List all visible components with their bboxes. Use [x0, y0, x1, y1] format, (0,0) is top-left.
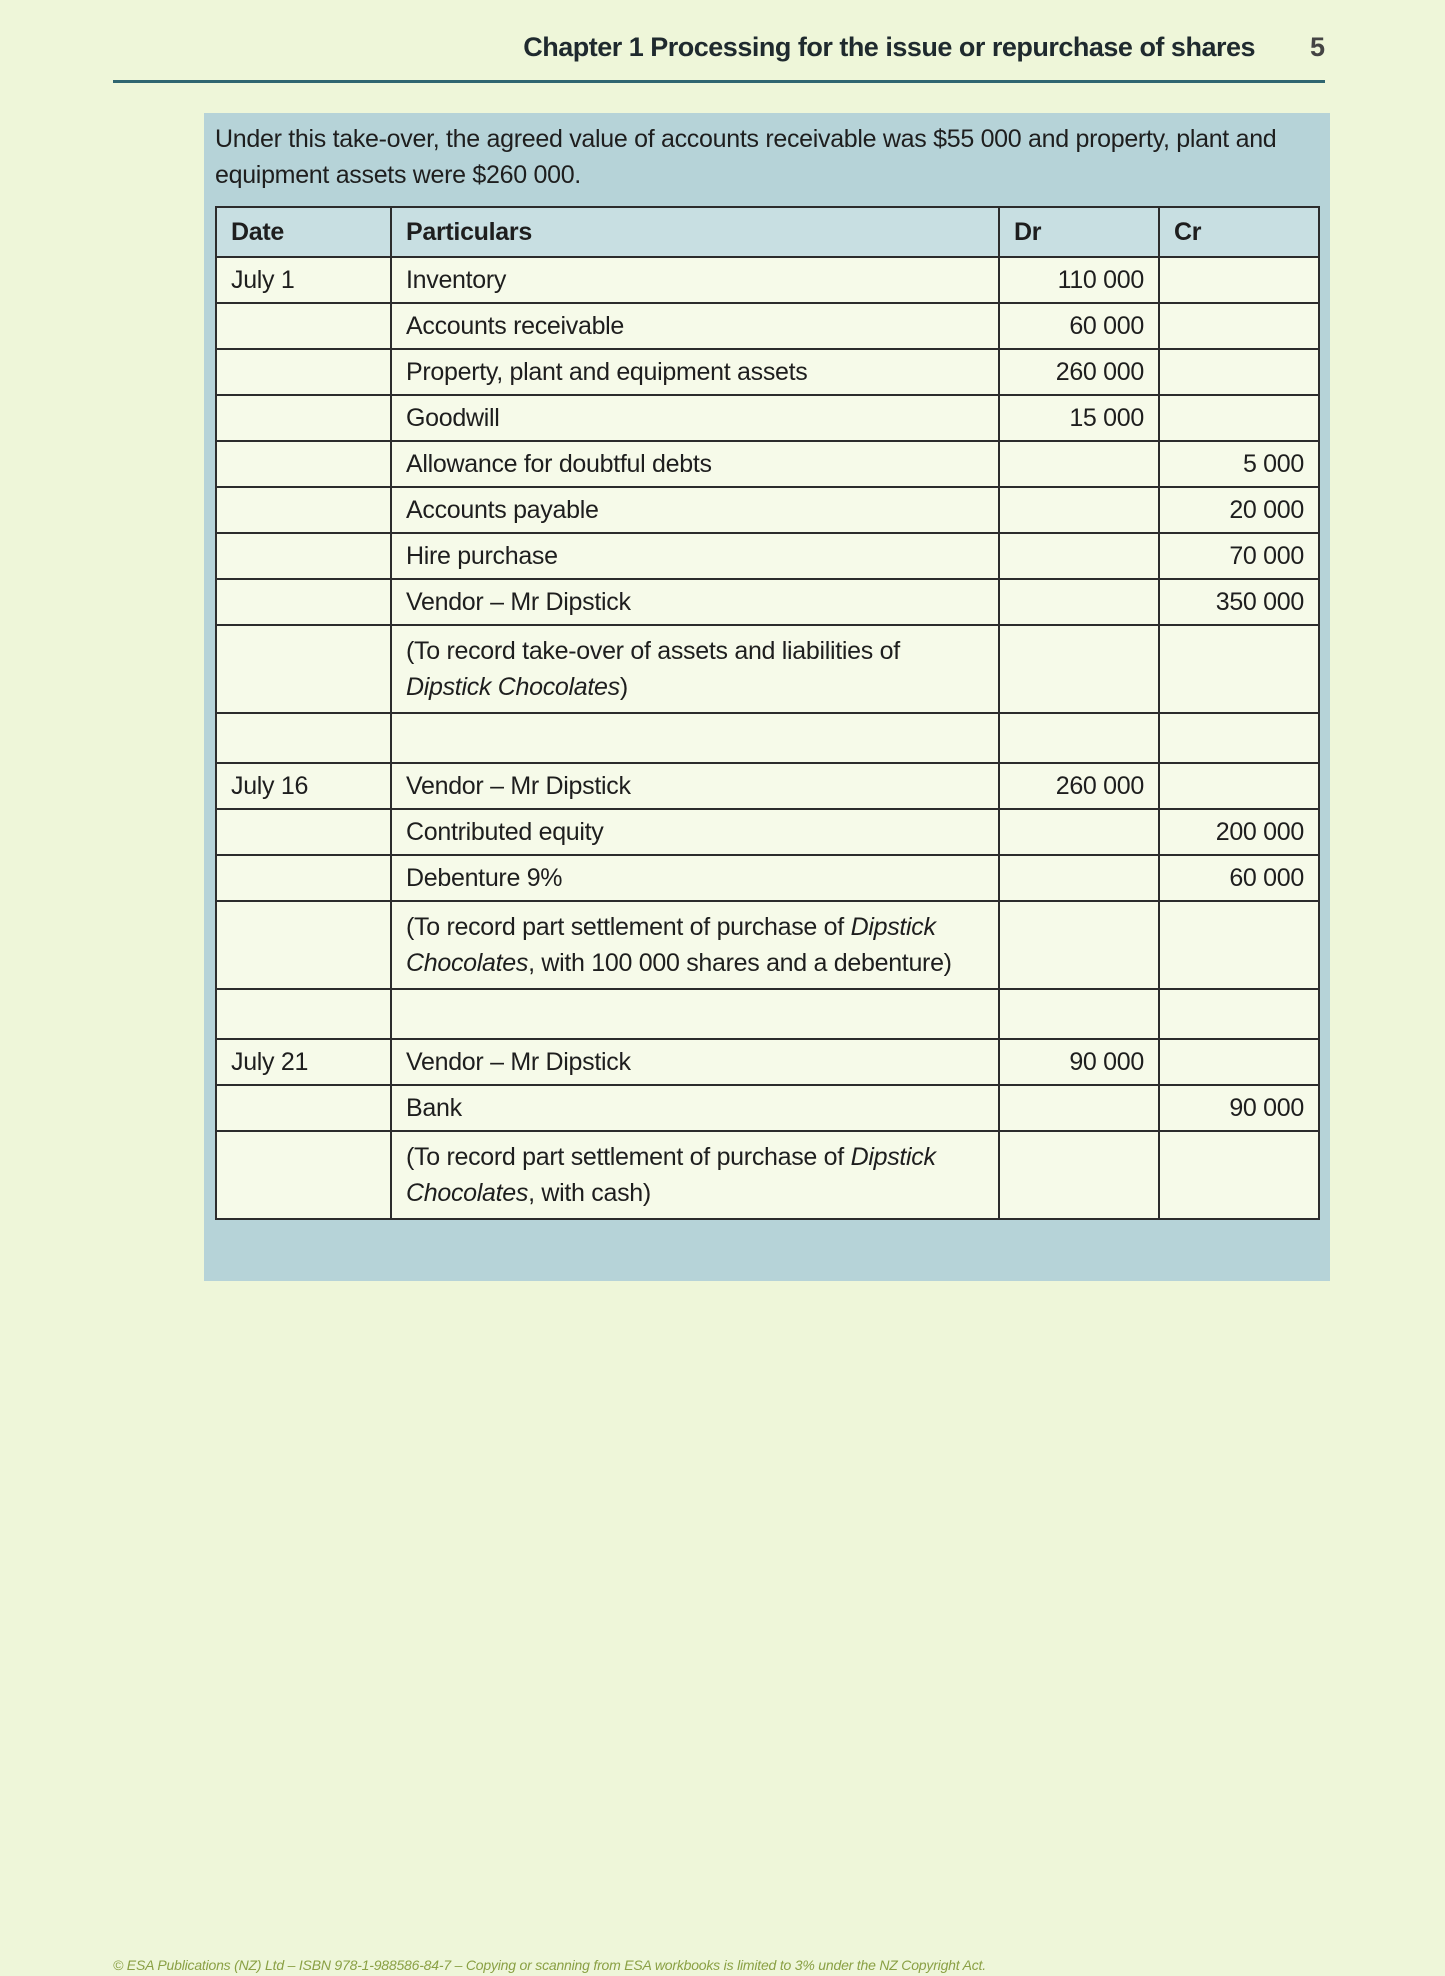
row-particulars: Hire purchase [391, 533, 999, 579]
row-date [216, 625, 391, 713]
narration-suffix: , with cash) [528, 1179, 651, 1207]
table-row [216, 257, 1319, 303]
intro-text: Under this take-over, the agreed value of accounts receivable was $55 000 and property, plant and equipment assets were $260 000. [215, 125, 1277, 189]
table-row-narration [216, 901, 1319, 989]
row-cr [1159, 901, 1319, 989]
row-date [216, 901, 391, 989]
row-date: July 21 [216, 1039, 391, 1085]
row-dr [999, 487, 1159, 533]
table-row [216, 395, 1319, 441]
row-cr [1159, 713, 1319, 763]
row-date [216, 855, 391, 901]
row-date [216, 809, 391, 855]
narration-italic: Dipstick Chocolates [406, 913, 936, 977]
row-cr: 70 000 [1159, 533, 1319, 579]
chapter-title: Chapter 1 Processing for the issue or repurchase of shares [523, 32, 1255, 62]
table-row [216, 1039, 1319, 1085]
narration-text: (To record part settlement of purchase of [406, 913, 851, 941]
narration-text: (To record take-over of assets and liabilities of [406, 637, 900, 665]
row-dr: 260 000 [999, 763, 1159, 809]
row-particulars: Vendor – Mr Dipstick [391, 763, 999, 809]
row-dr [999, 855, 1159, 901]
row-cr [1159, 1039, 1319, 1085]
table-row [216, 809, 1319, 855]
row-dr [999, 1131, 1159, 1219]
row-cr [1159, 625, 1319, 713]
row-dr: 90 000 [999, 1039, 1159, 1085]
row-dr [999, 579, 1159, 625]
row-dr [999, 713, 1159, 763]
row-cr: 200 000 [1159, 809, 1319, 855]
row-particulars: Vendor – Mr Dipstick [391, 579, 999, 625]
row-dr [999, 989, 1159, 1039]
row-date [216, 1085, 391, 1131]
row-particulars: Accounts receivable [391, 303, 999, 349]
row-dr [999, 441, 1159, 487]
row-dr: 260 000 [999, 349, 1159, 395]
table-row-blank [216, 989, 1319, 1039]
narration-suffix: , with 100 000 shares and a debenture) [528, 949, 952, 977]
row-narration [391, 1131, 999, 1219]
row-dr: 60 000 [999, 303, 1159, 349]
row-dr [999, 809, 1159, 855]
row-particulars: Vendor – Mr Dipstick [391, 1039, 999, 1085]
row-date [216, 395, 391, 441]
row-particulars: Contributed equity [391, 809, 999, 855]
row-date [216, 989, 391, 1039]
row-particulars: Property, plant and equipment assets [391, 349, 999, 395]
narration-italic: Dipstick Chocolates [406, 1143, 936, 1207]
row-date [216, 349, 391, 395]
example-panel [204, 113, 1330, 1281]
row-cr [1159, 349, 1319, 395]
row-dr [999, 1085, 1159, 1131]
row-dr [999, 533, 1159, 579]
table-row [216, 487, 1319, 533]
row-cr [1159, 763, 1319, 809]
narration-suffix: ) [619, 673, 628, 701]
row-date [216, 579, 391, 625]
page-header [113, 28, 1325, 83]
row-date: July 1 [216, 257, 391, 303]
row-dr [999, 625, 1159, 713]
table-row [216, 533, 1319, 579]
row-cr [1159, 989, 1319, 1039]
page-number: 5 [1309, 32, 1325, 62]
row-cr: 90 000 [1159, 1085, 1319, 1131]
row-date [216, 1131, 391, 1219]
row-particulars: Allowance for doubtful debts [391, 441, 999, 487]
row-particulars: Accounts payable [391, 487, 999, 533]
row-cr [1159, 303, 1319, 349]
row-date [216, 533, 391, 579]
table-row [216, 855, 1319, 901]
row-particulars: Bank [391, 1085, 999, 1131]
row-particulars [391, 713, 999, 763]
narration-italic: Dipstick Chocolates [406, 673, 620, 701]
table-row [216, 763, 1319, 809]
table-row-blank [216, 713, 1319, 763]
row-dr: 15 000 [999, 395, 1159, 441]
row-particulars: Debenture 9% [391, 855, 999, 901]
row-cr: 20 000 [1159, 487, 1319, 533]
journal-header-row [216, 207, 1319, 257]
row-dr: 110 000 [999, 257, 1159, 303]
row-date [216, 487, 391, 533]
table-row-narration [216, 625, 1319, 713]
row-cr [1159, 257, 1319, 303]
table-row [216, 303, 1319, 349]
row-dr [999, 901, 1159, 989]
row-cr: 60 000 [1159, 855, 1319, 901]
row-particulars: Inventory [391, 257, 999, 303]
header-dr: Dr [999, 207, 1159, 257]
table-row-narration [216, 1131, 1319, 1219]
copyright-footer: © ESA Publications (NZ) Ltd – ISBN 978-1-988586-84-7 – Copying or scanning from ESA workbooks is limited to 3% under the NZ Copyright Act. [113, 1957, 986, 1973]
journal-table [215, 206, 1320, 1220]
narration-text: (To record part settlement of purchase of [406, 1143, 851, 1171]
table-row [216, 349, 1319, 395]
row-cr: 350 000 [1159, 579, 1319, 625]
row-date [216, 303, 391, 349]
row-particulars: Goodwill [391, 395, 999, 441]
header-cr: Cr [1159, 207, 1319, 257]
header-particulars: Particulars [391, 207, 999, 257]
row-narration [391, 901, 999, 989]
header-date: Date [216, 207, 391, 257]
row-cr: 5 000 [1159, 441, 1319, 487]
row-cr [1159, 395, 1319, 441]
row-date [216, 713, 391, 763]
row-date [216, 441, 391, 487]
row-date: July 16 [216, 763, 391, 809]
row-particulars [391, 989, 999, 1039]
table-row [216, 1085, 1319, 1131]
row-cr [1159, 1131, 1319, 1219]
table-row [216, 579, 1319, 625]
table-row [216, 441, 1319, 487]
row-narration [391, 625, 999, 713]
